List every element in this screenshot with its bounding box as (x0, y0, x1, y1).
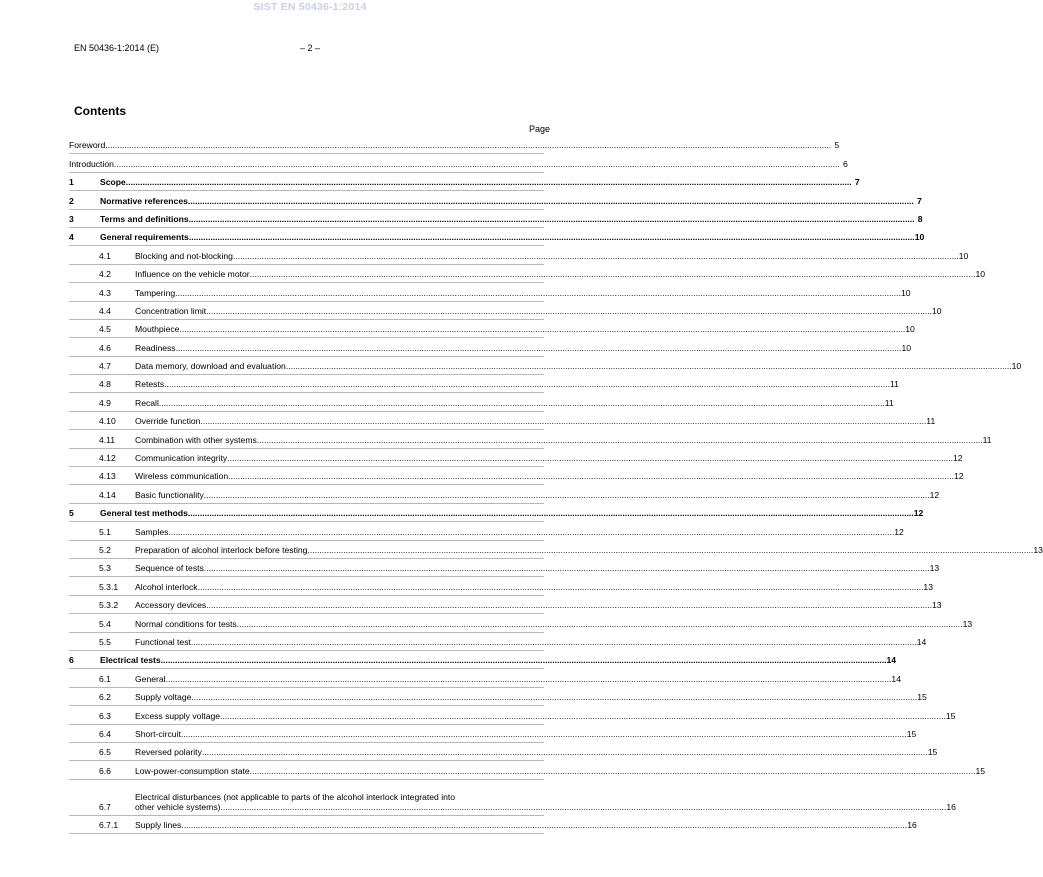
toc-entry-page: 10 (914, 232, 925, 243)
toc-entry-number: 4.14 (99, 489, 116, 500)
toc-entry-page: 8 (917, 213, 923, 224)
toc-entry-page: 11 (982, 434, 992, 445)
toc-entry[interactable] (69, 246, 969, 264)
toc-entry[interactable] (69, 302, 942, 320)
toc-entry-title: Functional test (135, 636, 191, 647)
toc-entry-title: Samples (135, 526, 169, 537)
toc-entry[interactable] (69, 780, 956, 816)
toc-leader-dots (250, 766, 976, 776)
watermark: SIST EN 50436-1:2014 (253, 1, 367, 13)
toc-entry-number: 4.4 (99, 305, 111, 316)
toc-entry[interactable] (69, 338, 912, 356)
toc-entry-page: 14 (916, 636, 927, 647)
toc-entry-number: 1 (69, 177, 74, 188)
toc-leader-dots (204, 563, 930, 573)
toc-entry-page: 15 (927, 747, 938, 758)
toc-entry-number: 4.6 (99, 342, 111, 353)
toc-entry-number: 4.11 (99, 434, 116, 445)
toc-entry-title: Blocking and not-blocking (135, 250, 233, 261)
toc-leader-dots (164, 379, 890, 389)
toc-leader-dots (237, 619, 963, 629)
toc-entry-number: 4.7 (99, 361, 111, 372)
toc-entry[interactable] (69, 725, 917, 743)
toc-entry[interactable] (69, 559, 940, 577)
toc-entry[interactable] (69, 485, 940, 503)
toc-entry[interactable] (69, 136, 840, 154)
toc-entry-title: Reversed polarity (135, 747, 202, 758)
toc-entry-page: 13 (962, 618, 973, 629)
toc-leader-dots (179, 324, 905, 334)
toc-leader-dots (206, 600, 932, 610)
toc-entry[interactable] (69, 154, 848, 172)
toc-entry[interactable] (69, 669, 901, 687)
toc-entry-number: 5.3 (99, 563, 111, 574)
toc-entry[interactable] (69, 688, 927, 706)
toc-entry[interactable] (69, 210, 923, 228)
toc-entry-page: 16 (907, 820, 917, 831)
toc-entry[interactable] (69, 283, 911, 301)
toc-leader-dots (161, 655, 887, 665)
toc-entry-title: Foreword (69, 140, 106, 151)
toc-entry-number: 5.3.1 (99, 581, 119, 592)
toc-entry-page: 13 (1033, 544, 1043, 555)
toc-entry[interactable] (69, 191, 922, 209)
toc-entry-title: Basic functionality (135, 489, 204, 500)
toc-entry[interactable] (69, 228, 925, 246)
toc-entry-number: 6.4 (99, 728, 111, 739)
toc-entry-number: 6.2 (99, 692, 111, 703)
toc-entry[interactable] (69, 430, 992, 448)
toc-entry[interactable] (69, 633, 927, 651)
toc-entry-number: 4.3 (99, 287, 111, 298)
toc-leader-dots (189, 214, 915, 224)
toc-entry-number: 5.2 (99, 544, 111, 555)
toc-entry-title: General requirements (100, 232, 189, 243)
toc-entry-number: 4.8 (99, 379, 111, 390)
toc-leader-dots (220, 711, 946, 721)
toc-entry-title: Combination with other systems (135, 434, 257, 445)
toc-leader-dots (198, 582, 924, 592)
toc-entry-title: Excess supply voltage (135, 710, 221, 721)
toc-entry-page: 10 (900, 287, 911, 298)
toc-entry-number: 5 (69, 508, 74, 519)
toc-entry-title: Short-circuit (135, 728, 181, 739)
toc-entry-number: 6.6 (99, 765, 111, 776)
toc-entry-page: 7 (854, 177, 860, 188)
toc-entry-number: 3 (69, 213, 74, 224)
toc-entry[interactable] (69, 651, 897, 669)
toc-entry-page: 12 (953, 471, 964, 482)
toc-entry-title: Retests (135, 379, 165, 390)
toc-entry-page: 15 (906, 728, 917, 739)
toc-entry-title: Supply lines (135, 820, 182, 831)
toc-entry-title: General test methods (100, 508, 188, 519)
toc-leader-dots (257, 435, 983, 445)
toc-entry-page: 15 (945, 710, 956, 721)
toc-entry-number: 6.1 (99, 673, 111, 684)
toc-leader-dots (175, 288, 901, 298)
toc-entry-number: 6.3 (99, 710, 111, 721)
toc-entry[interactable] (69, 577, 933, 595)
toc-entry-number: 6.7.1 (99, 820, 119, 831)
toc-leader-dots (166, 674, 892, 684)
toc-entry-number: 5.1 (99, 526, 111, 537)
toc-entry-page: 10 (958, 250, 969, 261)
toc-entry-page: 16 (946, 801, 956, 812)
toc-entry-page: 12 (929, 489, 940, 500)
toc-entry[interactable] (69, 541, 1043, 559)
toc-entry-title: Electrical tests (100, 655, 161, 666)
toc-entry-page: 11 (926, 416, 936, 427)
toc-leader-dots (228, 471, 954, 481)
toc-leader-dots (191, 692, 917, 702)
toc-entry-title: Terms and definitions (100, 213, 189, 224)
toc-leader-dots (188, 196, 914, 206)
toc-entry-title: Preparation of alcohol interlock before testing (135, 544, 308, 555)
toc-entry-page: 12 (953, 453, 963, 464)
toc-entry-title: Normative references (100, 195, 188, 206)
toc-entry-title: Readiness (135, 342, 176, 353)
toc-entry-number: 4.13 (99, 471, 116, 482)
toc-entry-page: 13 (923, 581, 933, 592)
toc-entry-number: 4.2 (99, 269, 111, 280)
toc-leader-dots (227, 453, 953, 463)
toc-entry-page: 11 (884, 397, 894, 408)
toc-entry-title: Electrical disturbances (not applicable to parts of the alcohol interlock integrated into other vehicle systems) ..... 16 (135, 792, 956, 812)
toc-entry-number: 4.12 (99, 453, 116, 464)
toc-entry-title: Alcohol interlock (135, 581, 198, 592)
toc-entry-number: 4.5 (99, 324, 111, 335)
toc-entry[interactable] (69, 596, 942, 614)
toc-leader-dots (200, 416, 926, 426)
toc-leader-dots (191, 637, 917, 647)
toc-entry-title: Supply voltage (135, 692, 192, 703)
toc-leader-dots (206, 306, 932, 316)
toc-entry[interactable] (69, 614, 973, 632)
toc-leader-dots (114, 159, 840, 169)
toc-entry-page: 14 (886, 655, 897, 666)
toc-entry-title: Low-power-consumption state (135, 765, 250, 776)
toc-entry-page: 5 (834, 140, 840, 151)
toc-entry-number: 5.5 (99, 636, 111, 647)
toc-leader-dots (221, 802, 947, 812)
toc-entry-title: Concentration limit (135, 305, 207, 316)
toc-entry-number: 4.9 (99, 397, 111, 408)
toc-entry-page: 10 (932, 305, 942, 316)
toc-entry-page: 15 (917, 692, 927, 703)
toc-entry-number: 5.3.2 (99, 600, 119, 611)
toc-entry-page: 6 (842, 158, 848, 169)
toc-leader-dots (307, 545, 1033, 555)
toc-entry[interactable] (69, 412, 936, 430)
toc-entry-number: 6.5 (99, 747, 111, 758)
toc-entry-title: Recall (135, 397, 159, 408)
document-id: EN 50436-1:2014 (E) (74, 43, 160, 53)
toc-entry-page: 12 (894, 526, 904, 537)
toc-entry-title: Tampering (135, 287, 176, 298)
toc-entry-page: 15 (975, 765, 986, 776)
toc-entry[interactable] (69, 265, 986, 283)
toc-entry[interactable] (69, 467, 964, 485)
toc-leader-dots (202, 747, 928, 757)
toc-entry-title: Sequence of tests (135, 563, 204, 574)
toc-entry-number: 2 (69, 195, 74, 206)
toc-entry-title: Influence on the vehicle motor (135, 269, 250, 280)
toc-entry[interactable] (69, 357, 1022, 375)
toc-entry-number: 6.7 (99, 801, 111, 812)
toc-entry-title: Scope (100, 177, 126, 188)
toc-entry[interactable] (69, 522, 904, 540)
toc-entry[interactable] (69, 375, 899, 393)
toc-leader-dots (204, 490, 930, 500)
toc-entry-title: Mouthpiece (135, 324, 180, 335)
toc-entry-number: 4.10 (99, 416, 116, 427)
toc-entry-page: 10 (901, 342, 912, 353)
toc-entry[interactable] (69, 743, 938, 761)
toc-leader-dots (126, 177, 852, 187)
toc-entry-title: Communication integrity (135, 453, 228, 464)
toc-leader-dots (189, 232, 915, 242)
toc-leader-dots (176, 343, 902, 353)
toc-leader-dots (159, 398, 885, 408)
toc-entry[interactable] (69, 706, 956, 724)
page-number: – 2 – (299, 43, 321, 53)
toc-entry-title: General (135, 673, 166, 684)
toc-entry-page: 13 (932, 600, 942, 611)
toc-entry[interactable] (69, 449, 963, 467)
toc-entry-page: 11 (889, 379, 899, 390)
toc-leader-dots (181, 820, 907, 830)
toc-entry-number: 6 (69, 655, 74, 666)
toc-entry-number: 5.4 (99, 618, 111, 629)
toc-entry[interactable] (69, 173, 860, 191)
toc-entry-number: 4.1 (99, 250, 111, 261)
toc-entry-title: Override function (135, 416, 201, 427)
toc-leader-dots (233, 251, 959, 261)
toc-entry-page: 10 (975, 269, 986, 280)
toc-entry-page: 7 (916, 195, 922, 206)
contents-title: Contents (74, 104, 126, 118)
toc-entry-number: 4 (69, 232, 74, 243)
toc-entry[interactable] (69, 816, 917, 834)
toc-entry-page: 13 (929, 563, 940, 574)
toc-entry-title: Normal conditions for tests (135, 618, 237, 629)
toc-entry-title: Data memory, download and evaluation (135, 361, 286, 372)
toc-entry-page: 10 (1011, 361, 1022, 372)
toc-leader-dots (105, 140, 831, 150)
toc-entry[interactable] (69, 504, 924, 522)
toc-leader-dots (168, 527, 894, 537)
page-column-label: Page (528, 124, 550, 134)
toc-leader-dots (286, 361, 1012, 371)
toc-entry[interactable] (69, 320, 915, 338)
toc-entry-page: 10 (905, 324, 915, 335)
toc-entry-title: Wireless communication (135, 471, 229, 482)
toc-leader-dots (188, 508, 914, 518)
toc-leader-dots (250, 269, 976, 279)
toc-entry-page: 12 (913, 508, 924, 519)
toc-entry-title: Introduction (69, 158, 114, 169)
toc-entry-title: Accessory devices (135, 600, 207, 611)
toc-entry[interactable] (69, 393, 894, 411)
toc-entry-page: 14 (891, 673, 901, 684)
toc-leader-dots (181, 729, 907, 739)
toc-entry[interactable] (69, 761, 986, 779)
table-of-contents (69, 136, 1043, 834)
